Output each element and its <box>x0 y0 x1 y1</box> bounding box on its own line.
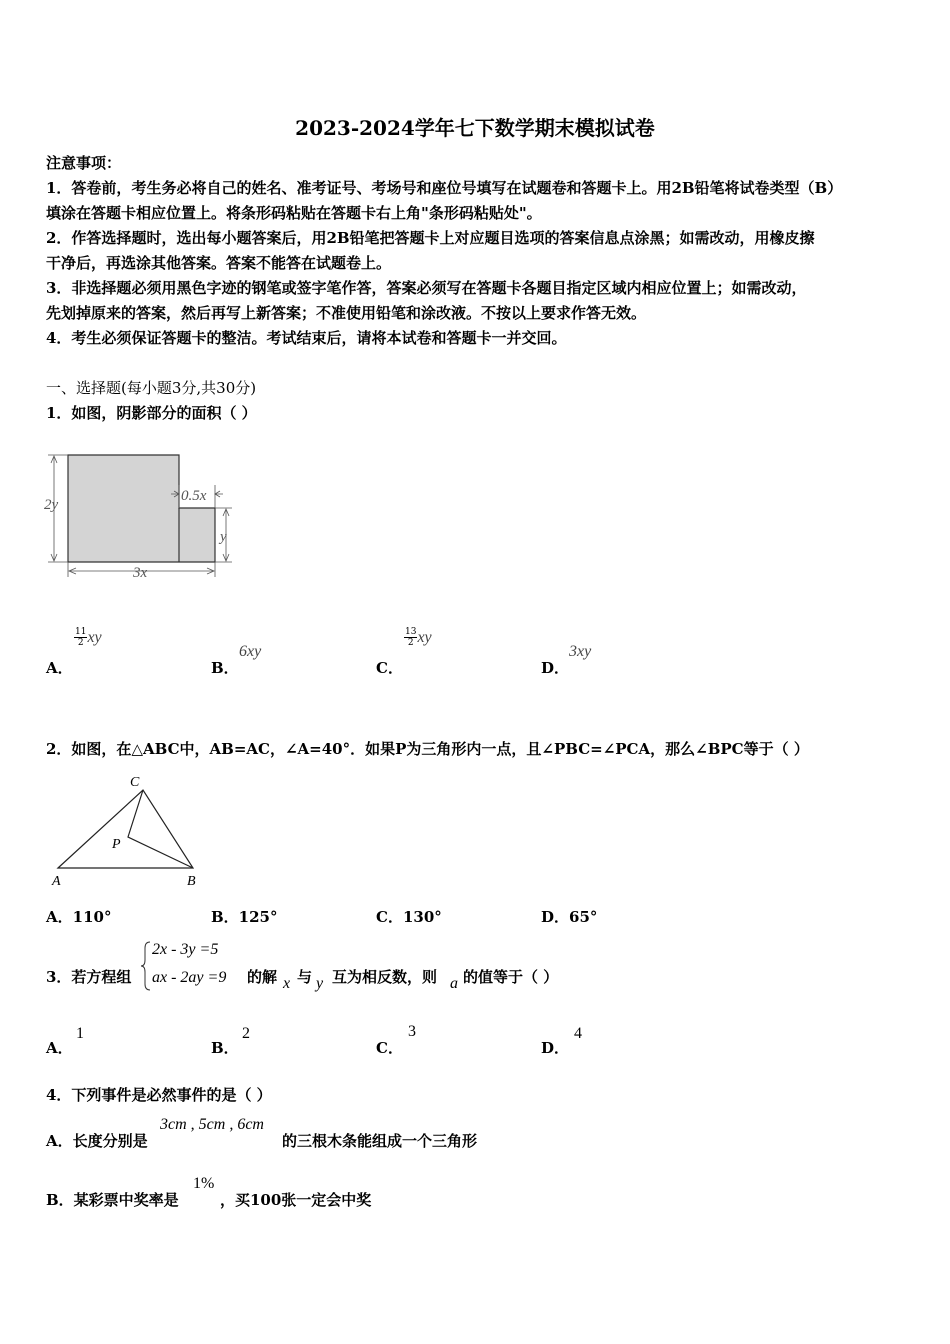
q2-stem: 2．如图，在△ABC中，AB=AC，∠A=40°．如果P为三角形内一点，且∠PBC=∠PCA，那么∠BPC等于（ ） <box>46 740 809 758</box>
q3-text-1: 的解 <box>247 968 278 986</box>
q3-text-4: 的值等于（ ） <box>463 968 559 986</box>
q3-option-a-label: A． <box>46 1039 73 1057</box>
q1-figure <box>40 445 240 585</box>
q4-option-a-math: 3cm , 5cm , 6cm <box>160 1116 264 1133</box>
q4-option-a-suffix: 的三根木条能组成一个三角形 <box>282 1132 478 1150</box>
q3-equation-2: ax - 2ay =9 <box>152 969 227 986</box>
q1-stem: 1．如图，阴影部分的面积（ ） <box>46 404 257 422</box>
q3-var-a: a <box>450 975 458 992</box>
q1-option-c-fraction: $\frac{13}{2}$ <box>405 627 417 648</box>
notice-line-2: 2．作答选择题时，选出每小题答案后，用2B铅笔把答题卡上对应题目选项的答案信息点涂黑；如需改动，用橡皮擦 <box>46 229 815 247</box>
notice-line-3: 3．非选择题必须用黑色字迹的钢笔或签字笔作答，答案必须写在答题卡各题目指定区域内相应位置上；如需改动， <box>46 279 807 297</box>
q3-option-c-value: 3 <box>408 1023 416 1040</box>
q4-option-b-math: 1% <box>193 1175 215 1192</box>
brace-icon <box>140 940 152 992</box>
q3-equation-1: 2x - 3y =5 <box>152 941 219 958</box>
q3-text-3: 互为相反数，则 <box>332 968 438 986</box>
notice-line-1: 1．答卷前，考生务必将自己的姓名、准考证号、考场号和座位号填写在试题卷和答题卡上。用2B铅笔将试卷类型（B） <box>46 179 843 197</box>
q3-option-b-label: B． <box>211 1039 239 1057</box>
q1-option-b-expr: 6xy <box>239 643 262 660</box>
q3-option-a-value: 1 <box>76 1025 84 1042</box>
q3-option-b-value: 2 <box>242 1025 250 1042</box>
page-title: 2023-2024学年七下数学期末模拟试卷 <box>295 116 655 140</box>
q1-option-c-expr: $\frac{13}{2}$ xy <box>405 627 432 648</box>
q1-option-a-label: A． <box>46 659 73 677</box>
label-3x: 3x <box>133 565 148 581</box>
q4-option-a-prefix: A．长度分别是 <box>46 1132 148 1150</box>
q3-prefix: 3．若方程组 <box>46 968 132 986</box>
q3-var-x: x <box>283 975 291 992</box>
section-heading: 一、选择题(每小题3分,共30分) <box>46 379 257 397</box>
q3-text-2: 与 <box>297 968 313 986</box>
q1-option-a-expr: $\frac{11}{2}$ xy <box>75 627 102 648</box>
point-p: P <box>112 837 121 852</box>
notice-line-1b: 填涂在答题卡相应位置上。将条形码粘贴在答题卡右上角"条形码粘贴处"。 <box>46 204 542 222</box>
q2-option-d: D．65° <box>541 908 598 926</box>
q2-figure <box>44 770 214 890</box>
vertex-c: C <box>130 775 140 790</box>
label-2y: 2y <box>44 497 59 513</box>
q4-stem: 4．下列事件是必然事件的是（ ） <box>46 1086 272 1104</box>
q4-option-b-suffix: ，买100张一定会中奖 <box>220 1191 372 1209</box>
q4-option-b-prefix: B．某彩票中奖率是 <box>46 1191 179 1209</box>
notice-line-3b: 先划掉原来的答案，然后再写上新答案；不准使用铅笔和涂改液。不按以上要求作答无效。 <box>46 304 647 322</box>
label-y: y <box>220 529 227 545</box>
q1-option-d-label: D． <box>541 659 570 677</box>
q3-option-c-label: C． <box>376 1039 403 1057</box>
q3-option-d-label: D． <box>541 1039 570 1057</box>
q3-var-y: y <box>316 975 324 992</box>
q2-option-c: C．130° <box>376 908 442 926</box>
notice-line-4: 4．考生必须保证答题卡的整洁。考试结束后，请将本试卷和答题卡一并交回。 <box>46 329 567 347</box>
notice-heading: 注意事项： <box>46 154 122 172</box>
triangle-abc <box>58 790 193 868</box>
q1-option-b-label: B． <box>211 659 239 677</box>
q2-option-b: B．125° <box>211 908 278 926</box>
q1-option-d-expr: 3xy <box>569 643 592 660</box>
q2-option-a: A．110° <box>46 908 112 926</box>
q1-option-c-label: C． <box>376 659 403 677</box>
q1-option-a-fraction: $\frac{11}{2}$ <box>75 627 87 648</box>
q3-option-d-value: 4 <box>574 1025 582 1042</box>
vertex-b: B <box>187 874 196 889</box>
notice-line-2b: 干净后，再选涂其他答案。答案不能答在试题卷上。 <box>46 254 392 272</box>
segments-pc-pb <box>128 790 193 868</box>
label-0-5x: 0.5x <box>181 488 207 504</box>
vertex-a: A <box>52 874 61 889</box>
shaded-region <box>68 455 215 562</box>
